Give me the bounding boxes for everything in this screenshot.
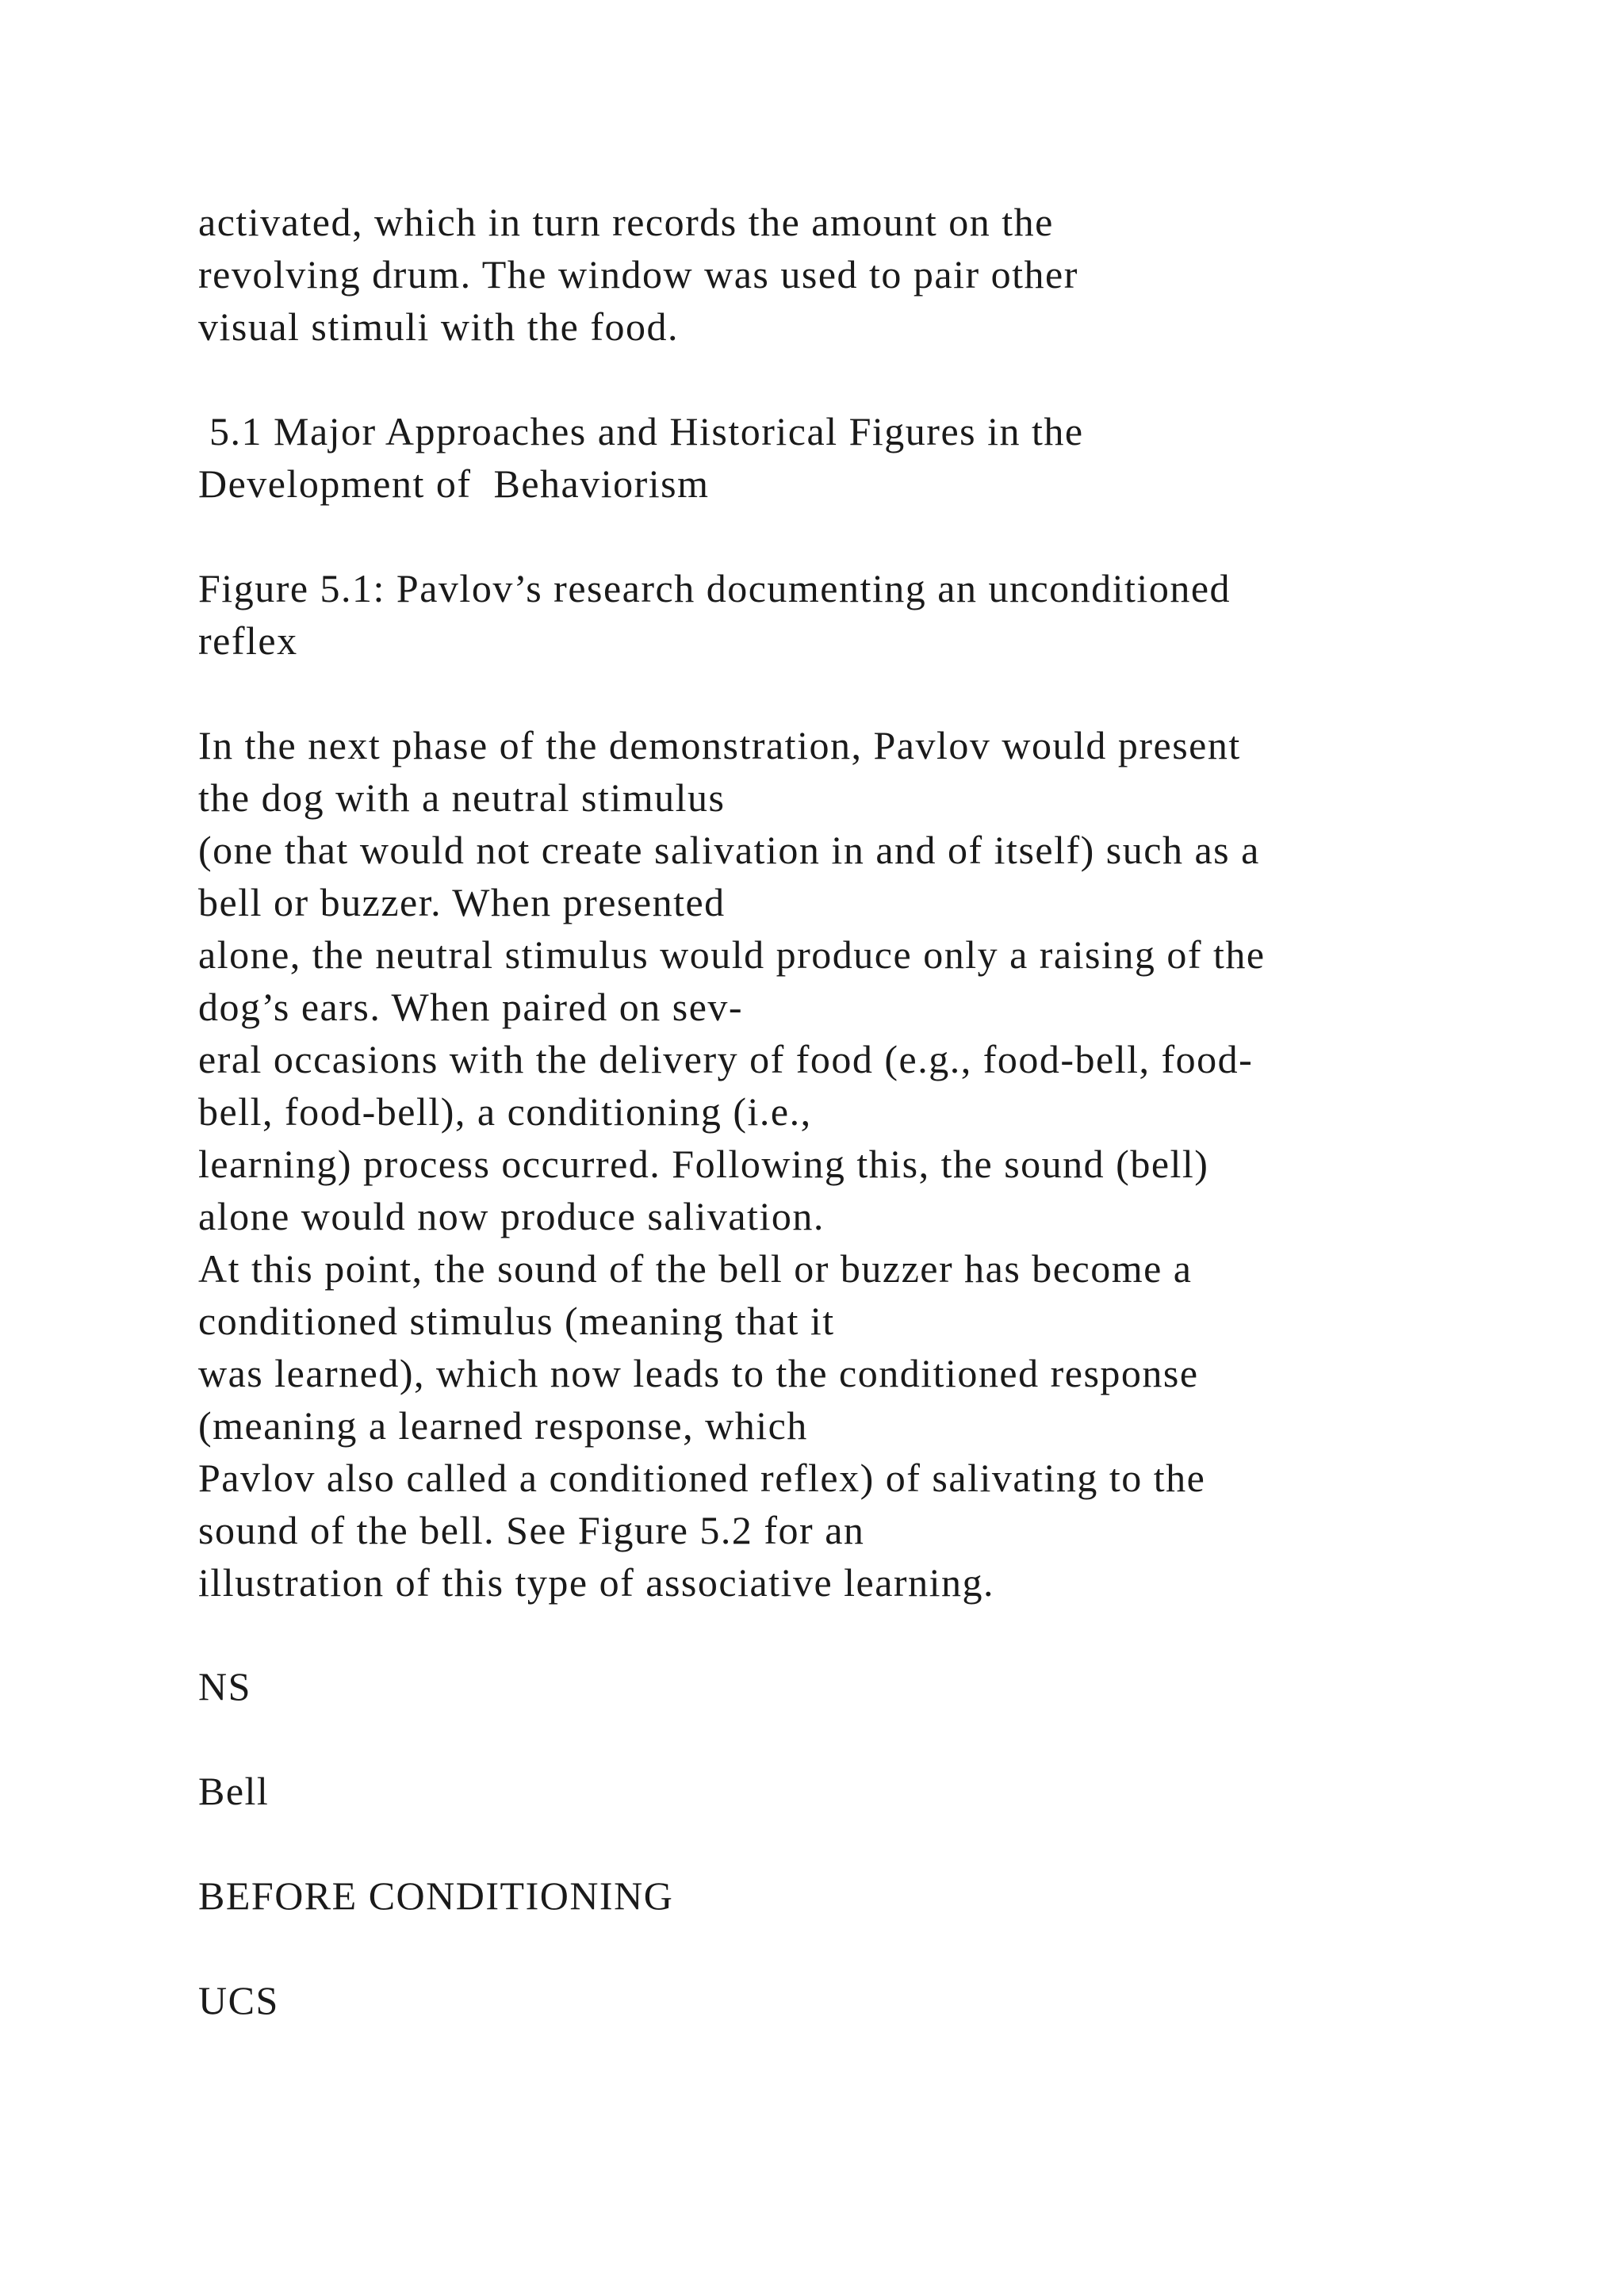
text-line: 5.1 Major Approaches and Historical Figures in the	[198, 409, 1084, 453]
text-line: BEFORE CONDITIONING	[198, 1873, 674, 1918]
text-line: was learned), which now leads to the conditioned response	[198, 1351, 1199, 1395]
text-line: illustration of this type of associative learning.	[198, 1560, 994, 1605]
text-line: bell or buzzer. When presented	[198, 880, 726, 924]
diagram-label-before-conditioning	[198, 1869, 673, 1922]
text-line: reflex	[198, 618, 298, 663]
body-paragraph	[198, 719, 1266, 1609]
text-line: eral occasions with the delivery of food (e.g., food-bell, food-	[198, 1037, 1254, 1081]
text-line: (one that would not create salivation in and of itself) such as a	[198, 828, 1260, 872]
diagram-label-ucs	[198, 1974, 279, 2026]
text-line: (meaning a learned response, which	[198, 1403, 808, 1448]
text-line: revolving drum. The window was used to pair other	[198, 252, 1078, 297]
diagram-label-ns	[198, 1660, 251, 1712]
text-line: conditioned stimulus (meaning that it	[198, 1299, 835, 1343]
text-line: bell, food-bell), a conditioning (i.e.,	[198, 1089, 812, 1134]
text-line: Bell	[198, 1769, 270, 1813]
figure-caption	[198, 562, 1231, 667]
text-line: In the next phase of the demonstration, Pavlov would present	[198, 723, 1241, 767]
intro-paragraph	[198, 196, 1078, 353]
text-line: alone, the neutral stimulus would produce only a raising of the	[198, 932, 1266, 977]
text-line: dog’s ears. When paired on sev-	[198, 985, 744, 1029]
diagram-label-bell	[198, 1765, 269, 1817]
text-line: the dog with a neutral stimulus	[198, 775, 726, 820]
text-line: learning) process occurred. Following this, the sound (bell)	[198, 1142, 1209, 1186]
text-line: Figure 5.1: Pavlov’s research documenting an unconditioned	[198, 566, 1231, 610]
text-line: At this point, the sound of the bell or buzzer has become a	[198, 1246, 1193, 1291]
text-line: visual stimuli with the food.	[198, 304, 679, 349]
text-line: alone would now produce salivation.	[198, 1194, 825, 1238]
text-line: Pavlov also called a conditioned reflex) of salivating to the	[198, 1456, 1206, 1500]
text-line: UCS	[198, 1978, 279, 2022]
text-line: Development of Behaviorism	[198, 461, 710, 506]
text-line: activated, which in turn records the amount on the	[198, 200, 1054, 244]
text-line: NS	[198, 1664, 251, 1709]
section-heading	[198, 405, 1084, 510]
text-line: sound of the bell. See Figure 5.2 for an	[198, 1508, 865, 1552]
